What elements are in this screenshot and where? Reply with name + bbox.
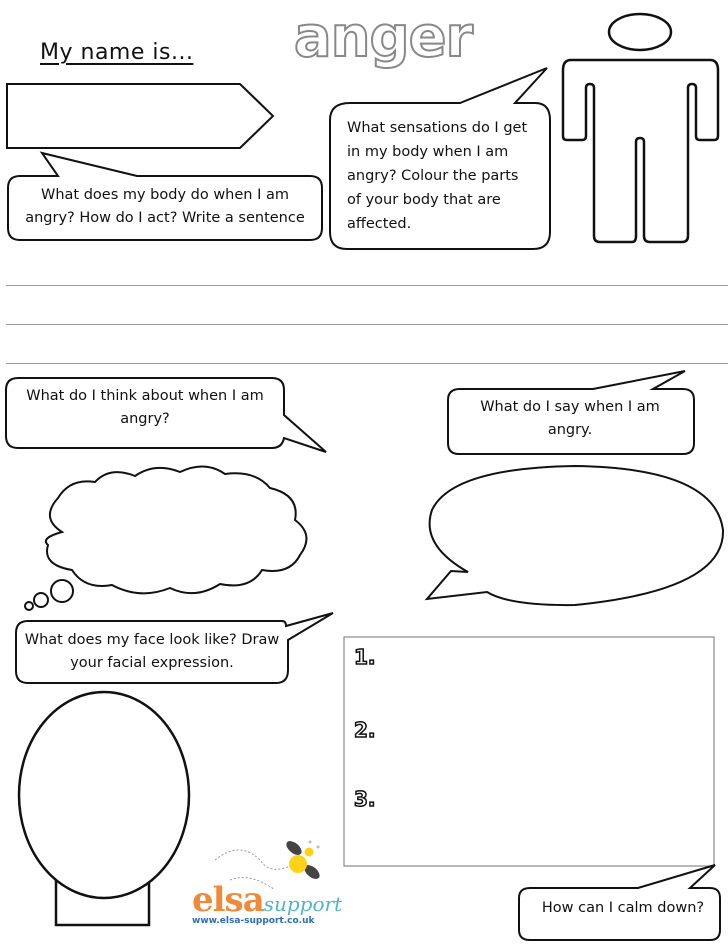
writing-line-2[interactable] [6, 324, 728, 325]
logo-brand: elsa [192, 880, 264, 920]
calm-list-entry-1[interactable] [385, 645, 705, 675]
face-drawing-area[interactable] [25, 700, 185, 890]
calm-prompt: How can I calm down? [541, 900, 705, 916]
calm-list-entry-2[interactable] [385, 716, 705, 746]
list-number-3: 3. [354, 787, 376, 811]
logo-url: www.elsa-support.co.uk [192, 916, 315, 926]
sensations-prompt: What sensations do I get in my body when I am angry? Colour the parts of your body that are affected. [347, 120, 528, 232]
name-input-area[interactable] [8, 85, 240, 147]
writing-line-1[interactable] [6, 285, 728, 286]
writing-line-3[interactable] [6, 363, 728, 364]
elsa-support-logo [192, 880, 342, 940]
say-prompt: What do I say when I am angry. [480, 399, 660, 438]
thought-cloud-area[interactable] [60, 485, 290, 580]
face-prompt: What does my face look like? Draw your facial expression. [24, 632, 280, 671]
think-prompt: What do I think about when I am angry? [26, 388, 264, 427]
calm-list-entry-3[interactable] [385, 786, 705, 816]
body-action-prompt: What does my body do when I am angry? How do I act? Write a sentence [25, 187, 305, 226]
name-label: My name is... [40, 40, 194, 65]
list-number-2: 2. [354, 718, 376, 742]
list-number-1: 1. [354, 645, 376, 669]
worksheet-title: anger [293, 5, 473, 70]
speech-oval-area[interactable] [445, 475, 715, 595]
logo-brand-suffix: support [263, 892, 343, 916]
body-outline-figure [563, 14, 718, 242]
